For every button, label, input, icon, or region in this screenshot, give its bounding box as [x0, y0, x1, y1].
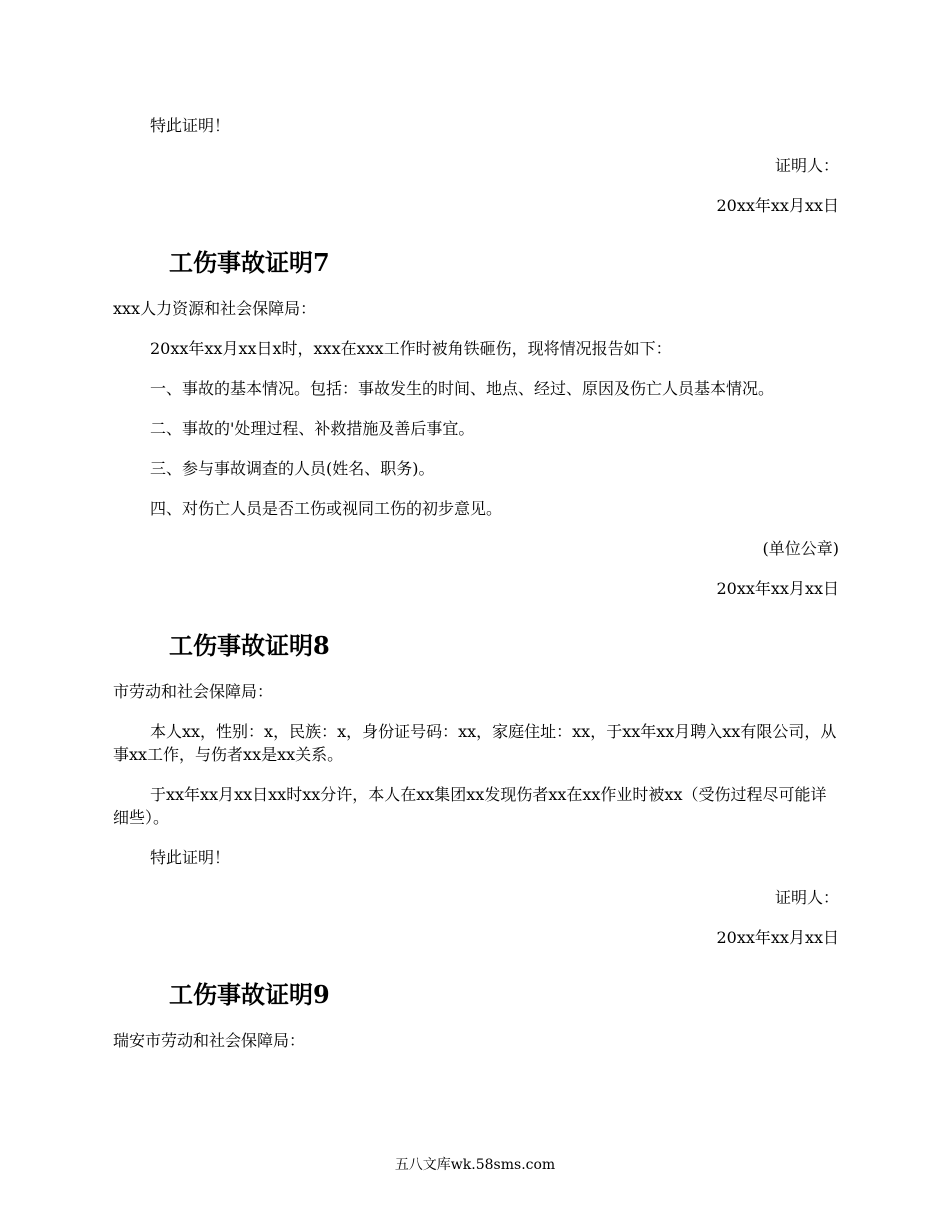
recipient-text: 市劳动和社会保障局：	[113, 682, 274, 701]
section-title-7: 工伤事故证明7	[169, 248, 330, 277]
list-item: 三、参与事故调查的人员(姓名、职务)。	[150, 459, 435, 478]
list-item: 四、对伤亡人员是否工伤或视同工伤的初步意见。	[150, 499, 503, 518]
intro-paragraph: 20xx年xx月xx日x时，xxx在xxx工作时被角铁砸伤，现将情况报告如下：	[150, 339, 672, 358]
body-paragraph: 于xx年xx月xx日xx时xx分许，本人在xx集团xx发现伤者xx在xx作业时被xx（受伤过程尽可能详细些）。	[113, 785, 827, 827]
closing-text: 特此证明！	[150, 848, 231, 867]
section-title-8: 工伤事故证明8	[169, 631, 330, 660]
seal-text: (单位公章)	[762, 539, 839, 558]
signer-label: 证明人：	[774, 888, 839, 907]
date-text: 20xx年xx月xx日	[716, 196, 839, 215]
section-title-9: 工伤事故证明9	[169, 980, 330, 1009]
footer-watermark: 五八文库wk.58sms.com	[394, 1157, 556, 1173]
date-text: 20xx年xx月xx日	[716, 579, 839, 598]
recipient-text: xxx人力资源和社会保障局：	[113, 299, 317, 318]
date-text: 20xx年xx月xx日	[716, 928, 839, 947]
list-item: 二、事故的'处理过程、补救措施及善后事宜。	[150, 419, 475, 438]
signer-label: 证明人：	[774, 156, 839, 175]
list-item: 一、事故的基本情况。包括：事故发生的时间、地点、经过、原因及伤亡人员基本情况。	[150, 379, 775, 398]
recipient-text: 瑞安市劳动和社会保障局：	[113, 1031, 306, 1050]
body-paragraph: 本人xx，性别：x，民族：x，身份证号码：xx，家庭住址：xx，于xx年xx月聘入xx有限公司，从事xx工作，与伤者xx是xx关系。	[113, 722, 837, 764]
document-body	[113, 114, 839, 1052]
closing-text: 特此证明！	[150, 116, 231, 135]
